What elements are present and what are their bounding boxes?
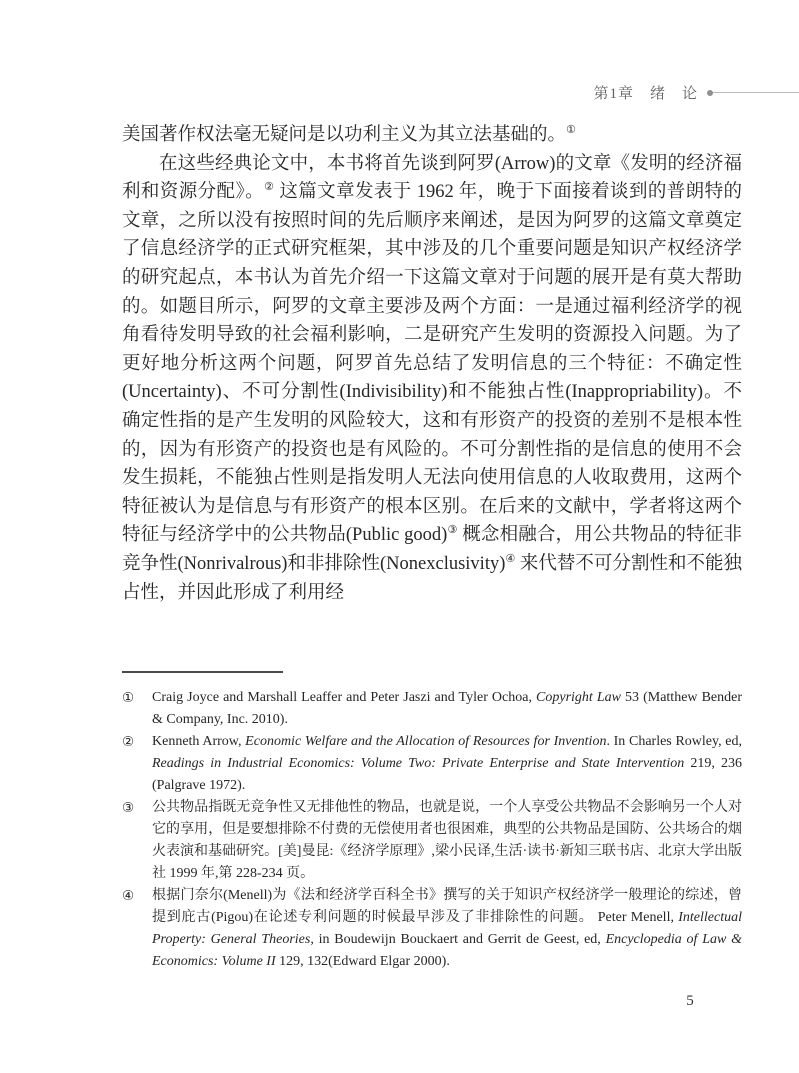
paragraph-text: 这篇文章发表于 1962 年，晚于下面接着谈到的普朗特的文章，之所以没有按照时间的先后顺序来阐述，是因为阿罗的这篇文章奠定了信息经济学的正式研究框架，其中涉及的几个重要问题是知识产权经济学的研究起点，本书认为首先介绍一下这篇文章对于问题的展开是有莫大帮助的。如题目所示，阿罗的文章主要涉及两个方面：一是通过福利经济学的视角看待发明导致的社会福利影响，二是研究产生发明的资源投入问题。为了更好地分析这两个问题，阿罗首先总结了发明信息的三个特征：不确定性(Uncertainty)、不可分割性(Indivisibility)和不能独占性(Inappropriability)。不确定性指的是产生发明的风险较大，这和有形资产的投资的差别不是根本性的，因为有形资产的投资也是有风险的。不可分割性指的是信息的使用不会发生损耗，不能独占性则是指发明人无法向使用信息的人收取费用，这两个特征被认为是信息与有形资产的根本区别。在后来的文献中，学者将这两个特征与经济学中的公共物品(Public good) [122,182,742,546]
paragraph-text: 美国著作权法毫无疑问是以功利主义为其立法基础的。 [122,125,567,145]
footnote-item-2 [122,731,742,797]
footnote-italic-title: Economic Welfare and the Allocation of Resources for Invention [245,734,607,749]
footnote-italic-title: Encyclopedia of Law & Economics: Volume II [152,932,742,969]
paragraph-text: 在这些经典论文中，本书将首先谈到阿罗(Arrow)的文章《发明的经济福利和资源分配》。 [122,153,742,203]
footnote-item-4 [122,885,742,973]
paragraph-text: 概念相融合，用公共物品的特征非竞争性(Nonrivalrous)和非排除性(Nonexclusivity) [122,525,742,574]
header-rule [713,92,799,93]
footnote-segment: Craig Joyce and Marshall Leaffer and Peter Jaszi and Tyler Ochoa, [152,690,537,705]
footnote-text [152,731,742,797]
footnote-italic-title: Intellectual Property: General Theories [152,910,742,947]
body-paragraph-2 [122,150,742,608]
page-number: 5 [686,993,694,1009]
footnote-ref-4: ④ [505,551,516,565]
footnote-italic-title: Copyright Law [536,690,621,705]
footnote-segment: 129, 132(Edward Elgar 2000). [275,954,450,969]
running-header [0,82,799,103]
chapter-header-title: 第1章 绪 论 [593,86,698,102]
body-paragraph-1 [122,121,742,150]
footnote-item-1 [122,687,742,731]
paragraph-text: 来代替不可分割性和不能独占性，并因此形成了利用经 [122,553,742,603]
footnote-divider [122,671,283,673]
footnote-segment: . In Charles Rowley, ed, [606,734,742,749]
footnote-marker: ① [122,690,135,706]
footnote-text [152,687,742,731]
footnote-segment: 219, 236 (Palgrave 1972). [152,756,742,793]
footnote-item-3 [122,797,742,885]
footnote-marker: ④ [122,888,135,904]
footnote-segment: , in Boudewijn Bouckaert and Gerrit de Geest, ed, [310,932,606,947]
footnote-segment: Kenneth Arrow, [152,734,246,749]
footnote-text [152,885,742,973]
footnote-segment: 公共物品指既无竞争性又无排他性的物品，也就是说，一个人享受公共物品不会影响另一个人对它的享用，但是要想排除不付费的无偿使用者也很困难，典型的公共物品是国防、公共场合的烟火表演和基础研究。[美]曼昆:《经济学原理》,梁小民译,生活·读书·新知三联书店、北京大学出版社 1999 年,第 228-234 页。 [152,800,742,881]
footnote-segment: 53 (Matthew Bender & Company, Inc. 2010). [152,690,743,727]
footnote-segment: 根据门奈尔(Menell)为《法和经济学百科全书》撰写的关于知识产权经济学一般理论的综述，曾提到庇古(Pigou)在论述专利问题的时候最早涉及了非排除性的问题。 Peter Menell, [152,888,742,925]
footnote-marker: ③ [122,800,135,816]
footnotes-section [122,687,742,973]
footnote-text [152,797,742,885]
footnote-ref-2: ② [264,180,275,194]
body-text [122,121,742,607]
footnote-ref-3: ③ [447,523,458,537]
footnote-marker: ② [122,734,135,750]
footnote-italic-title: Readings in Industrial Economics: Volume Two: Private Enterprise and State Intervention [152,756,685,771]
footnote-ref-1: ① [566,122,576,136]
